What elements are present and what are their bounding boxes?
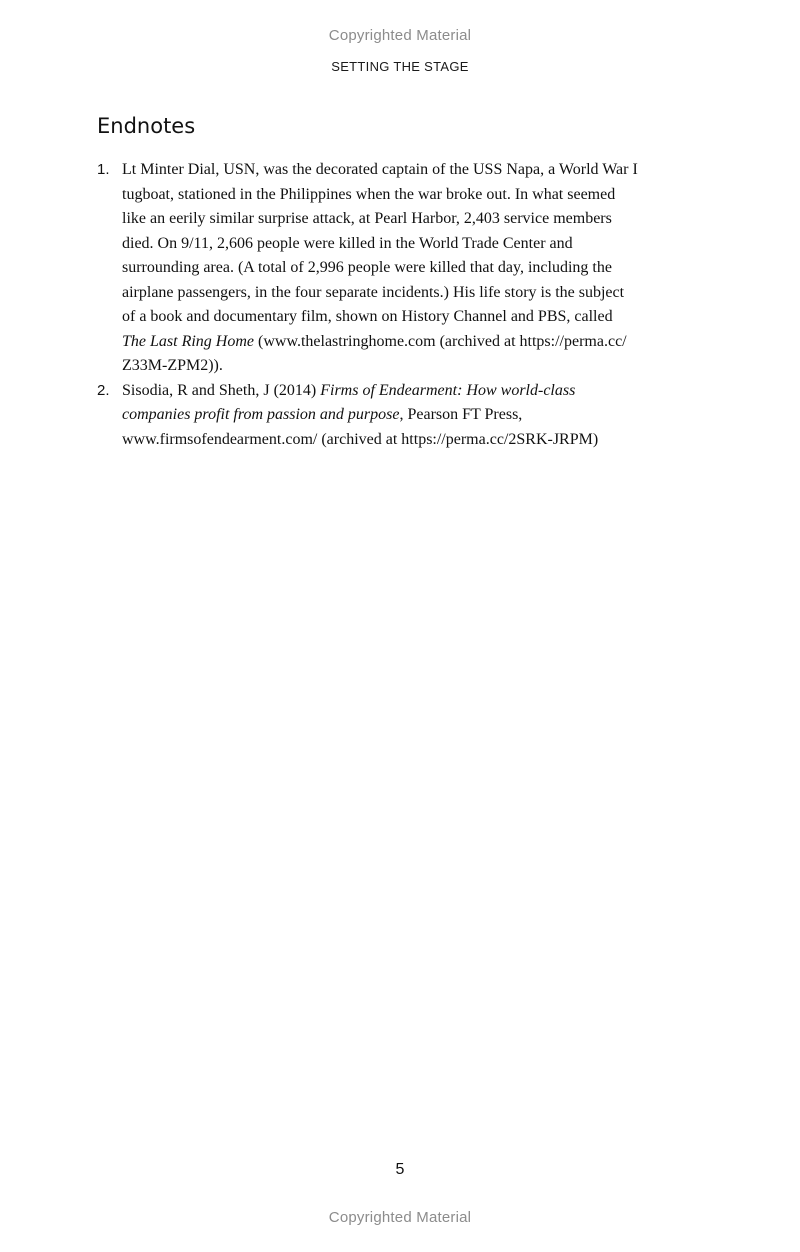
- citation-text: (www.thelastringhome.com (archived at https://perma.cc/: [254, 332, 627, 350]
- endnote-line: tugboat, stationed in the Philippines when the war broke out. In what seemed: [122, 185, 616, 203]
- book-title: The Last Ring Home: [122, 332, 254, 350]
- endnote-line: died. On 9/11, 2,606 people were killed in the World Trade Center and: [122, 234, 573, 252]
- citation-publisher: , Pearson FT Press,: [399, 406, 523, 423]
- endnote-line: of a book and documentary film, shown on History Channel and PBS, called: [122, 308, 613, 325]
- copyright-notice-top: Copyrighted Material: [328, 27, 472, 44]
- book-title: Firms of Endearment: How world-class: [320, 381, 576, 399]
- endnote-number: 1.: [97, 161, 110, 178]
- page-number: 5: [395, 1161, 405, 1178]
- endnote-number: 2.: [97, 381, 110, 399]
- copyright-notice-bottom: Copyrighted Material: [328, 1209, 472, 1226]
- endnote-text: [122, 379, 697, 453]
- endnote-1: [97, 158, 697, 379]
- endnote-line: [122, 330, 697, 355]
- book-title-continued: companies profit from passion and purpose: [122, 406, 400, 423]
- endnote-text: [122, 158, 697, 379]
- endnote-line: www.firmsofendearment.com/ (archived at https://perma.cc/2SRK-JRPM): [122, 430, 599, 448]
- section-title: Endnotes: [97, 114, 196, 138]
- endnote-line: surrounding area. (A total of 2,996 people were killed that day, including the: [122, 259, 612, 276]
- endnote-line: airplane passengers, in the four separate incidents.) His life story is the subject: [122, 283, 625, 301]
- endnote-line: [122, 403, 697, 428]
- endnote-line: like an eerily similar surprise attack, at Pearl Harbor, 2,403 service members: [122, 210, 612, 227]
- endnote-2: [97, 379, 697, 453]
- endnote-line: Z33M-ZPM2)).: [122, 357, 223, 374]
- endnote-line: Lt Minter Dial, USN, was the decorated captain of the USS Napa, a World War I: [122, 161, 638, 178]
- citation-authors: Sisodia, R and Sheth, J (2014): [122, 381, 321, 399]
- endnotes-list: [97, 158, 697, 452]
- endnote-line: [122, 379, 697, 404]
- running-head: SETTING THE STAGE: [331, 59, 469, 74]
